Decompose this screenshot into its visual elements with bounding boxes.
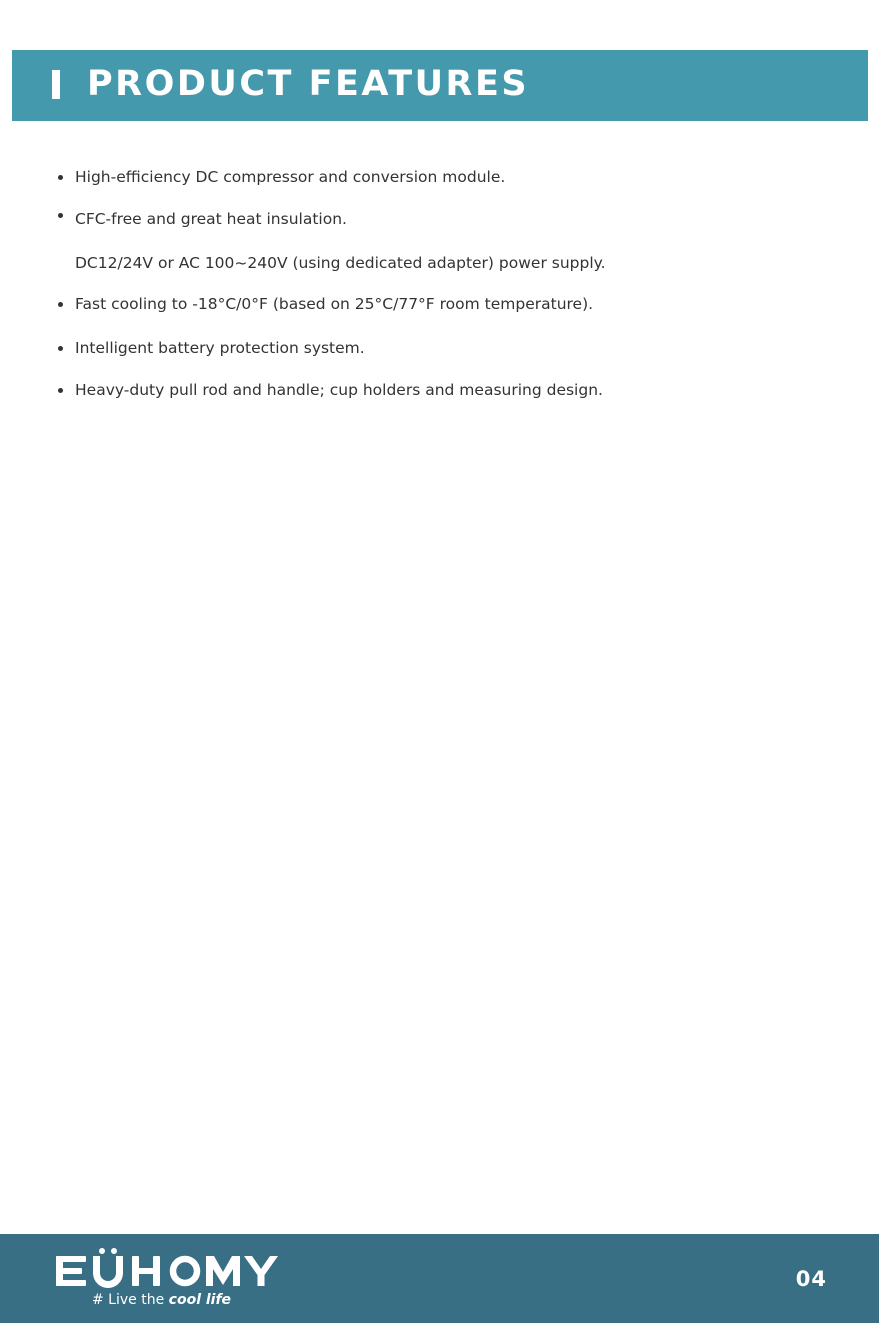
feature-item bbox=[75, 380, 603, 400]
bullet-icon bbox=[58, 213, 63, 218]
bullet-icon bbox=[58, 302, 63, 307]
feature-text: Heavy-duty pull rod and handle; cup holders and measuring design. bbox=[75, 381, 603, 399]
feature-item bbox=[75, 294, 593, 314]
feature-item bbox=[75, 209, 347, 229]
tagline-emphasis: cool life bbox=[168, 1292, 232, 1308]
feature-item bbox=[75, 167, 505, 187]
feature-text: Intelligent battery protection system. bbox=[75, 339, 365, 357]
page-title: PRODUCT FEATURES bbox=[87, 64, 530, 104]
tagline-prefix: # Live the bbox=[92, 1292, 169, 1308]
feature-text: DC12/24V or AC 100~240V (using dedicated adapter) power supply. bbox=[75, 254, 606, 272]
bullet-icon bbox=[58, 388, 63, 393]
brand-tagline bbox=[92, 1291, 231, 1309]
bullet-icon bbox=[58, 346, 63, 351]
feature-item bbox=[75, 253, 606, 273]
section-header bbox=[12, 50, 868, 121]
feature-item bbox=[75, 338, 365, 358]
page-footer bbox=[0, 1234, 881, 1323]
feature-text: High-efficiency DC compressor and conversion module. bbox=[75, 168, 506, 186]
euhomy-logo-icon bbox=[56, 1248, 278, 1288]
brand-logo bbox=[56, 1248, 296, 1318]
header-accent-bar bbox=[52, 70, 60, 99]
page-number: 04 bbox=[795, 1267, 827, 1291]
feature-text: CFC-free and great heat insulation. bbox=[75, 210, 347, 228]
feature-text: Fast cooling to -18°C/0°F (based on 25°C/77°F room temperature). bbox=[75, 295, 594, 313]
bullet-icon bbox=[58, 175, 63, 180]
